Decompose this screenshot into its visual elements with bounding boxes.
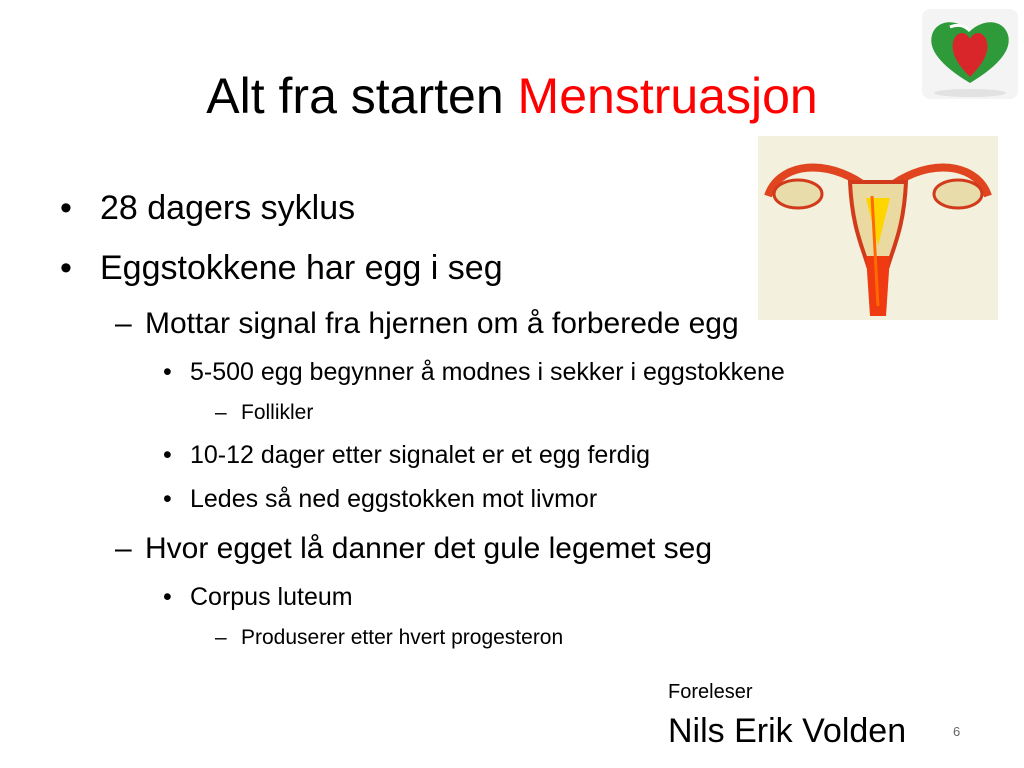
bullet-text: Hvor egget lå danner det gule legemet seg	[145, 532, 713, 565]
lecturer-label: Foreleser	[668, 681, 753, 703]
bullet-marker: •	[60, 189, 72, 227]
bullet-text: Produserer etter hvert progesteron	[241, 626, 564, 649]
bullet-marker: –	[115, 307, 132, 340]
bullet-text: 28 dagers syklus	[100, 189, 356, 227]
lecturer-name: Nils Erik Volden	[668, 712, 907, 750]
bullet-text: Follikler	[241, 401, 314, 424]
bullet-marker: •	[163, 441, 172, 469]
bullet-marker: –	[215, 401, 227, 424]
uterus-illustration	[758, 136, 998, 320]
title-accent: Menstruasjon	[517, 68, 818, 124]
bullet-text: 5-500 egg begynner å modnes i sekker i eggstokkene	[190, 358, 785, 386]
bullet-marker: •	[163, 583, 172, 611]
bullet-text: Corpus luteum	[190, 583, 353, 611]
bullet-marker: •	[163, 485, 172, 513]
bullet-text: Ledes så ned eggstokken mot livmor	[190, 485, 598, 513]
slide-title	[0, 62, 1024, 130]
bullet-marker: –	[215, 626, 227, 649]
bullet-text: Eggstokkene har egg i seg	[100, 249, 503, 287]
bullet-marker: •	[60, 249, 72, 287]
slide-number: 6	[953, 724, 961, 739]
bullet-marker: •	[163, 358, 172, 386]
title-main: Alt fra starten	[206, 68, 504, 124]
bullet-text: Mottar signal fra hjernen om å forberede egg	[145, 307, 739, 340]
bullet-text: 10-12 dager etter signalet er et egg ferdig	[190, 441, 651, 469]
bullet-marker: –	[115, 532, 132, 565]
